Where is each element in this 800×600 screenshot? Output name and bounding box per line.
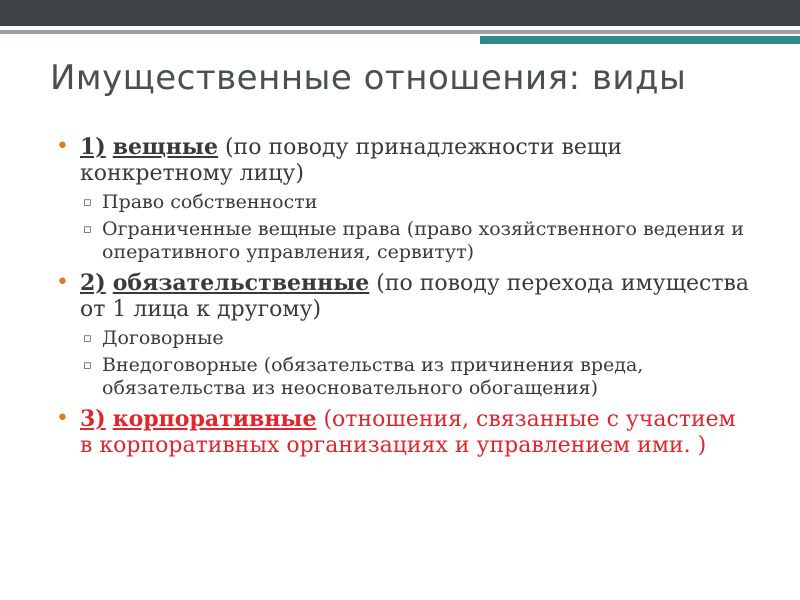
list-item-property	[52, 134, 752, 264]
item-description: (отношения, связанные с участием в корпоративных организациях и управлением ими. )	[80, 407, 736, 458]
sub-item	[80, 191, 752, 214]
bullet-icon: •	[56, 134, 69, 159]
item-number: 3)	[80, 406, 106, 432]
sub-bullet-icon: ▫	[83, 331, 92, 346]
item-keyword: вещные	[112, 134, 218, 160]
list-item-corporate	[52, 406, 752, 459]
sub-item	[80, 218, 752, 264]
item-description: (по поводу принадлежности вещи конкретному лицу)	[80, 135, 623, 186]
item-number: 1)	[80, 134, 106, 160]
sub-item-text: Внедоговорные (обязательства из причинения вреда, обязательства из неосновательного обогащения)	[102, 354, 644, 399]
sub-item-text: Право собственности	[102, 191, 318, 213]
item-number: 2)	[80, 270, 106, 296]
sub-list	[80, 327, 752, 400]
list-item-obligation	[52, 270, 752, 400]
item-description: (по поводу перехода имущества от 1 лица к другому)	[80, 271, 750, 322]
sub-item	[80, 354, 752, 400]
sub-item-text: Договорные	[102, 327, 224, 349]
bullet-icon: •	[56, 270, 69, 295]
sub-bullet-icon: ▫	[83, 358, 92, 373]
item-keyword: корпоративные	[112, 406, 317, 432]
accent-line	[0, 30, 800, 34]
bullet-list	[52, 134, 752, 465]
sub-bullet-icon: ▫	[83, 195, 92, 210]
sub-list	[80, 191, 752, 264]
slide-title: Имущественные отношения: виды	[50, 58, 687, 98]
bullet-icon: •	[56, 406, 69, 431]
sub-item-text: Ограниченные вещные права (право хозяйственного ведения и оперативного управления, сервитут)	[102, 218, 744, 263]
item-keyword: обязательственные	[112, 270, 370, 296]
sub-bullet-icon: ▫	[83, 222, 92, 237]
sub-item	[80, 327, 752, 350]
accent-teal-bar	[480, 36, 800, 44]
header-bar	[0, 0, 800, 26]
